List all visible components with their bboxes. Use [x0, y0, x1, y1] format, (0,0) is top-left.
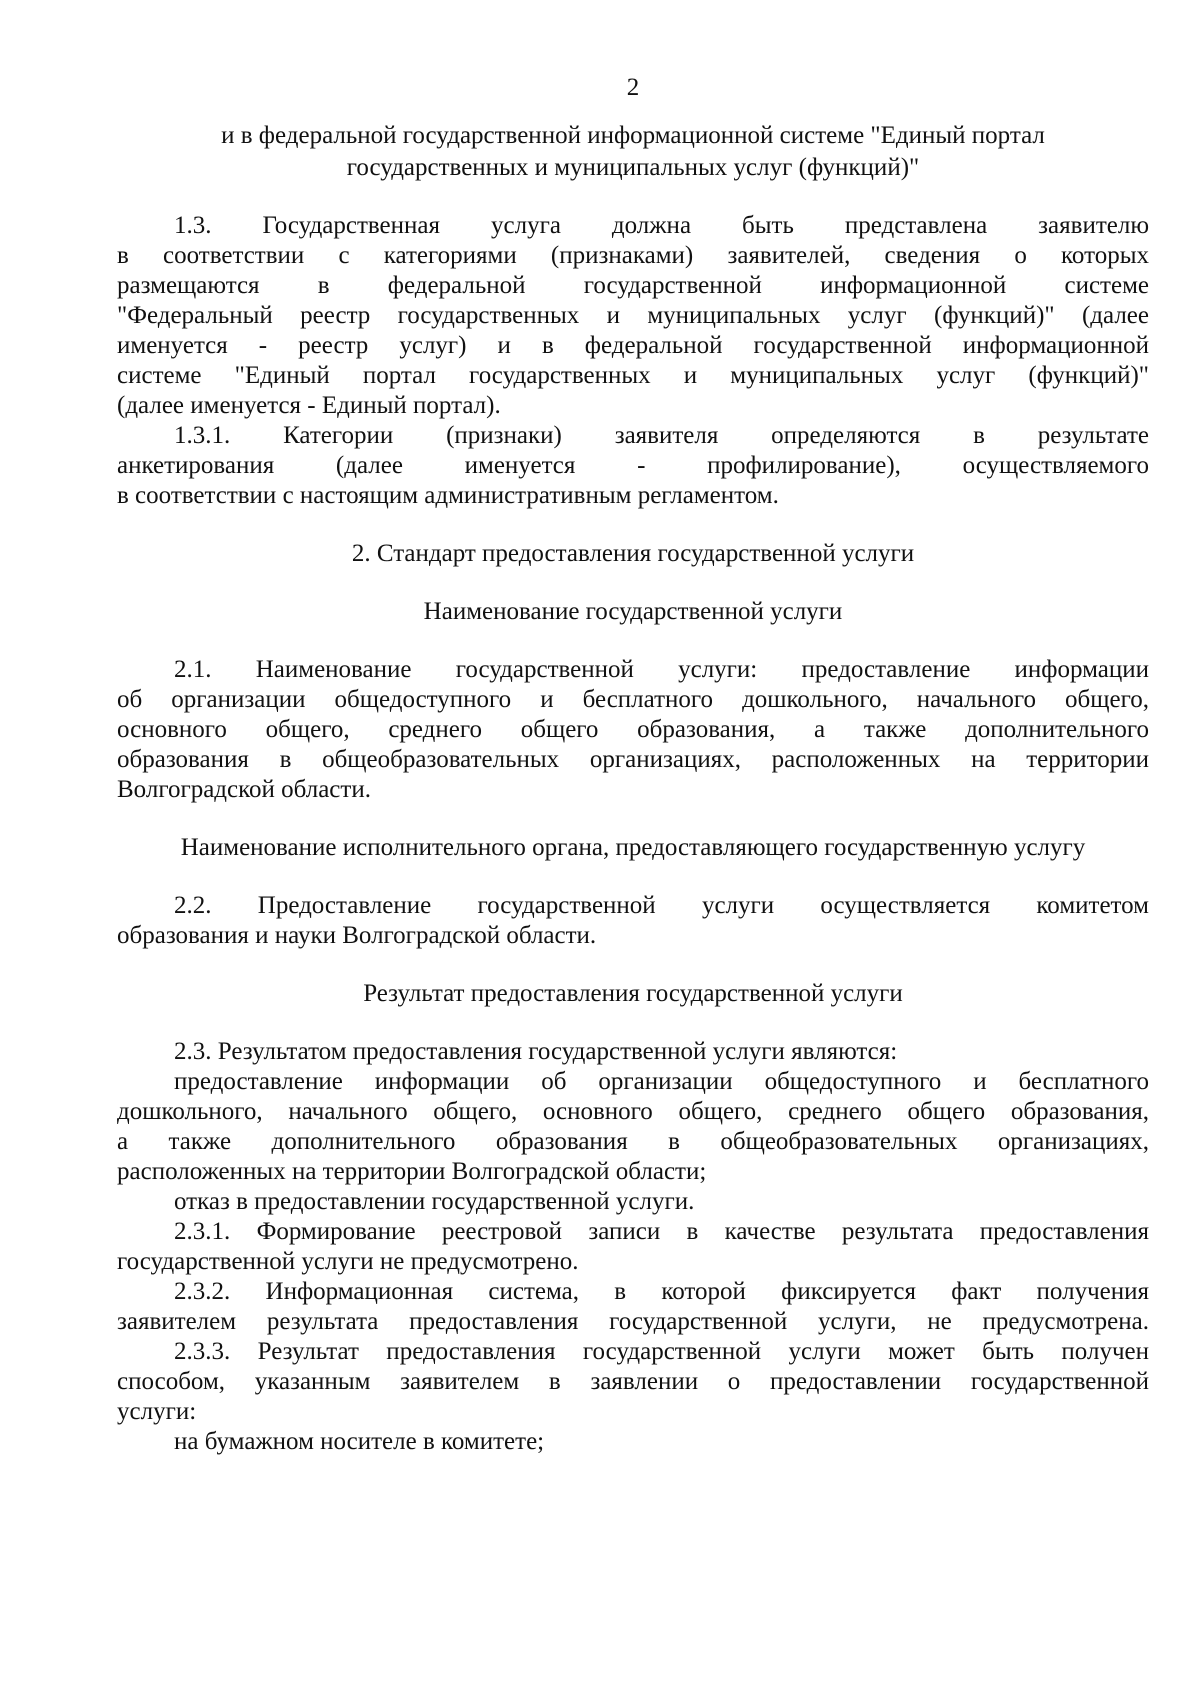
intro-line-1: и в федеральной государственной информационной системе "Единый портал	[221, 122, 1045, 149]
p-2-3-item1-line-3: а также дополнительного образования в общеобразовательных организациях,	[117, 1128, 1149, 1155]
subheading-service-name: Наименование государственной услуги	[423, 598, 843, 625]
page-number: 2	[626, 74, 640, 101]
p-1-3-line-5: именуется - реестр услуг) и в федеральной государственной информационной	[117, 332, 1149, 359]
p-1-3-line-6: системе "Единый портал государственных и муниципальных услуг (функций)"	[117, 362, 1149, 389]
p-1-3-1-line-3: в соответствии с настоящим административным регламентом.	[117, 482, 779, 509]
p-2-1-line-3: основного общего, среднего общего образования, а также дополнительного	[117, 716, 1149, 743]
p-2-3-3-line-2: способом, указанным заявителем в заявлении о предоставлении государственной	[117, 1368, 1149, 1395]
p-2-3-1-line-1: 2.3.1. Формирование реестровой записи в качестве результата предоставления	[174, 1218, 1149, 1245]
p-1-3-line-3: размещаются в федеральной государственной информационной системе	[117, 272, 1149, 299]
p-2-3-1-line-2: государственной услуги не предусмотрено.	[117, 1248, 579, 1275]
p-2-3-item1-line-1: предоставление информации об организации общедоступного и бесплатного	[174, 1068, 1149, 1095]
p-2-3-item1-line-2: дошкольного, начального общего, основного общего, среднего общего образования,	[117, 1098, 1149, 1125]
p-2-2-line-2: образования и науки Волгоградской области.	[117, 922, 597, 949]
p-2-3-item2: отказ в предоставлении государственной услуги.	[174, 1188, 695, 1215]
p-2-3-line-1: 2.3. Результатом предоставления государственной услуги являются:	[174, 1038, 898, 1065]
p-2-1-line-5: Волгоградской области.	[117, 776, 371, 803]
p-2-3-item1-line-4: расположенных на территории Волгоградской области;	[117, 1158, 707, 1185]
p-2-1-line-2: об организации общедоступного и бесплатного дошкольного, начального общего,	[117, 686, 1149, 713]
p-1-3-1-line-2: анкетирования (далее именуется - профилирование), осуществляемого	[117, 452, 1149, 479]
p-1-3-line-1: 1.3. Государственная услуга должна быть представлена заявителю	[174, 212, 1149, 239]
p-2-3-2-line-2: заявителем результата предоставления государственной услуги, не предусмотрена.	[117, 1308, 1149, 1335]
subheading-result: Результат предоставления государственной услуги	[363, 980, 903, 1007]
p-2-3-3-line-3: услуги:	[117, 1398, 197, 1425]
p-2-3-3-line-1: 2.3.3. Результат предоставления государственной услуги может быть получен	[174, 1338, 1149, 1365]
p-1-3-line-2: в соответствии с категориями (признаками) заявителей, сведения о которых	[117, 242, 1149, 269]
p-1-3-line-7: (далее именуется - Единый портал).	[117, 392, 501, 419]
p-1-3-1-line-1: 1.3.1. Категории (признаки) заявителя определяются в результате	[174, 422, 1149, 449]
subheading-executive-body: Наименование исполнительного органа, предоставляющего государственную услугу	[180, 834, 1086, 861]
intro-line-2: государственных и муниципальных услуг (функций)"	[346, 154, 920, 181]
section-heading-2: 2. Стандарт предоставления государственной услуги	[351, 540, 915, 567]
p-2-3-3-item1: на бумажном носителе в комитете;	[174, 1428, 545, 1455]
p-2-1-line-4: образования в общеобразовательных организациях, расположенных на территории	[117, 746, 1149, 773]
p-2-3-2-line-1: 2.3.2. Информационная система, в которой фиксируется факт получения	[174, 1278, 1149, 1305]
p-1-3-line-4: "Федеральный реестр государственных и муниципальных услуг (функций)" (далее	[117, 302, 1149, 329]
p-2-2-line-1: 2.2. Предоставление государственной услуги осуществляется комитетом	[174, 892, 1149, 919]
p-2-1-line-1: 2.1. Наименование государственной услуги: предоставление информации	[174, 656, 1149, 683]
